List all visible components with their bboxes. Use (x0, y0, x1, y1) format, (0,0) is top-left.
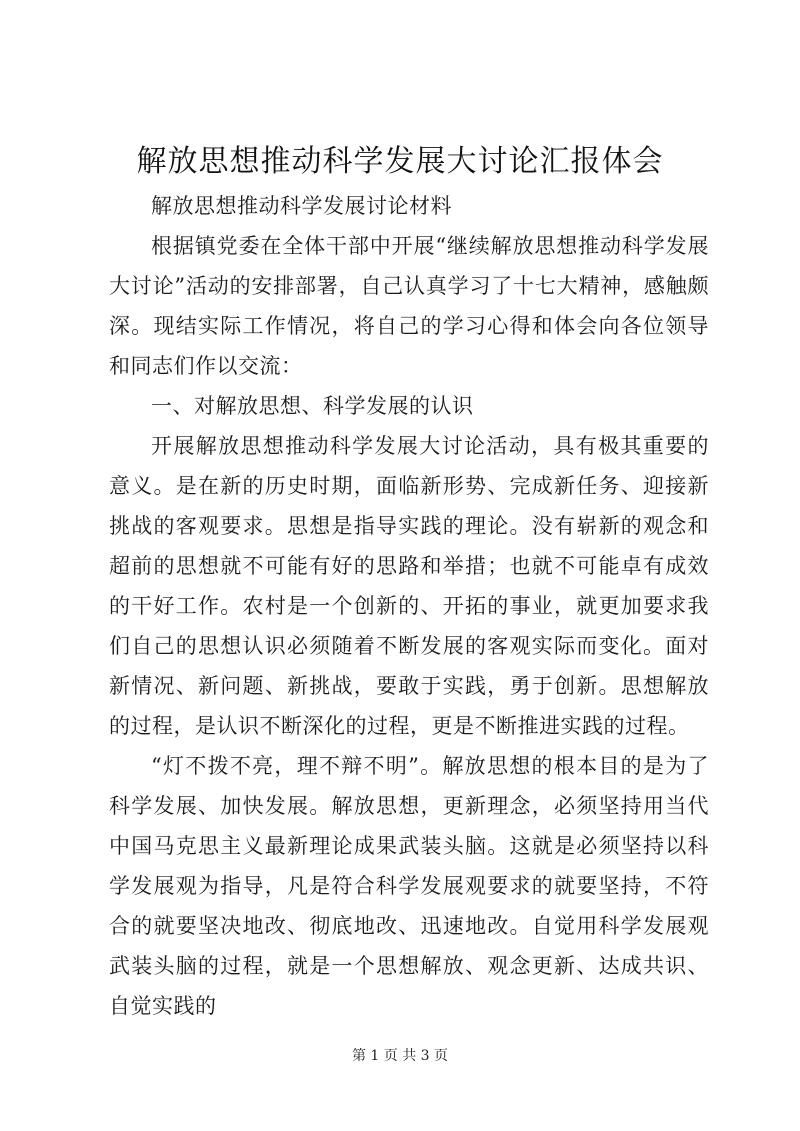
intro-paragraph: 根据镇党委在全体干部中开展“继续解放思想推动科学发展大讨论”活动的安排部署，自己认真学习了十七大精神，感触颇深。现结实际工作情况，将自己的学习心得和体会向各位领导和同志们作以交流： (109, 234, 709, 378)
body-paragraph: 开展解放思想推动科学发展大讨论活动，具有极其重要的意义。是在新的历史时期，面临新形势、完成新任务、迎接新挑战的客观要求。思想是指导实践的理论。没有崭新的观念和超前的思想就不可能有好的思路和举措；也就不可能卓有成效的干好工作。农村是一个创新的、开拓的事业，就更加要求我们自己的思想认识必须随着不断发展的客观实际而变化。面对新情况、新问题、新挑战，要敢于实践，勇于创新。思想解放的过程，是认识不断深化的过程，更是不断推进实践的过程。 (109, 434, 709, 738)
document-title: 解放思想推动科学发展大讨论汇报体会 (136, 144, 664, 179)
subtitle-paragraph: 解放思想推动科学发展讨论材料 (151, 194, 452, 218)
section-heading: 一、对解放思想、科学发展的认识 (151, 394, 474, 418)
document-body (109, 186, 709, 1026)
page-footer: 第 1 页 共 3 页 (351, 1048, 449, 1064)
body-paragraph: “灯不拨不亮，理不辩不明”。解放思想的根本目的是为了科学发展、加快发展。解放思想，更新理念，必须坚持用当代中国马克思主义最新理论成果武装头脑。这就是必须坚持以科学发展观为指导，凡是符合科学发展观要求的就要坚持，不符合的就要坚决地改、彻底地改、迅速地改。自觉用科学发展观武装头脑的过程，就是一个思想解放、观念更新、达成共识、自觉实践的 (109, 754, 709, 1018)
